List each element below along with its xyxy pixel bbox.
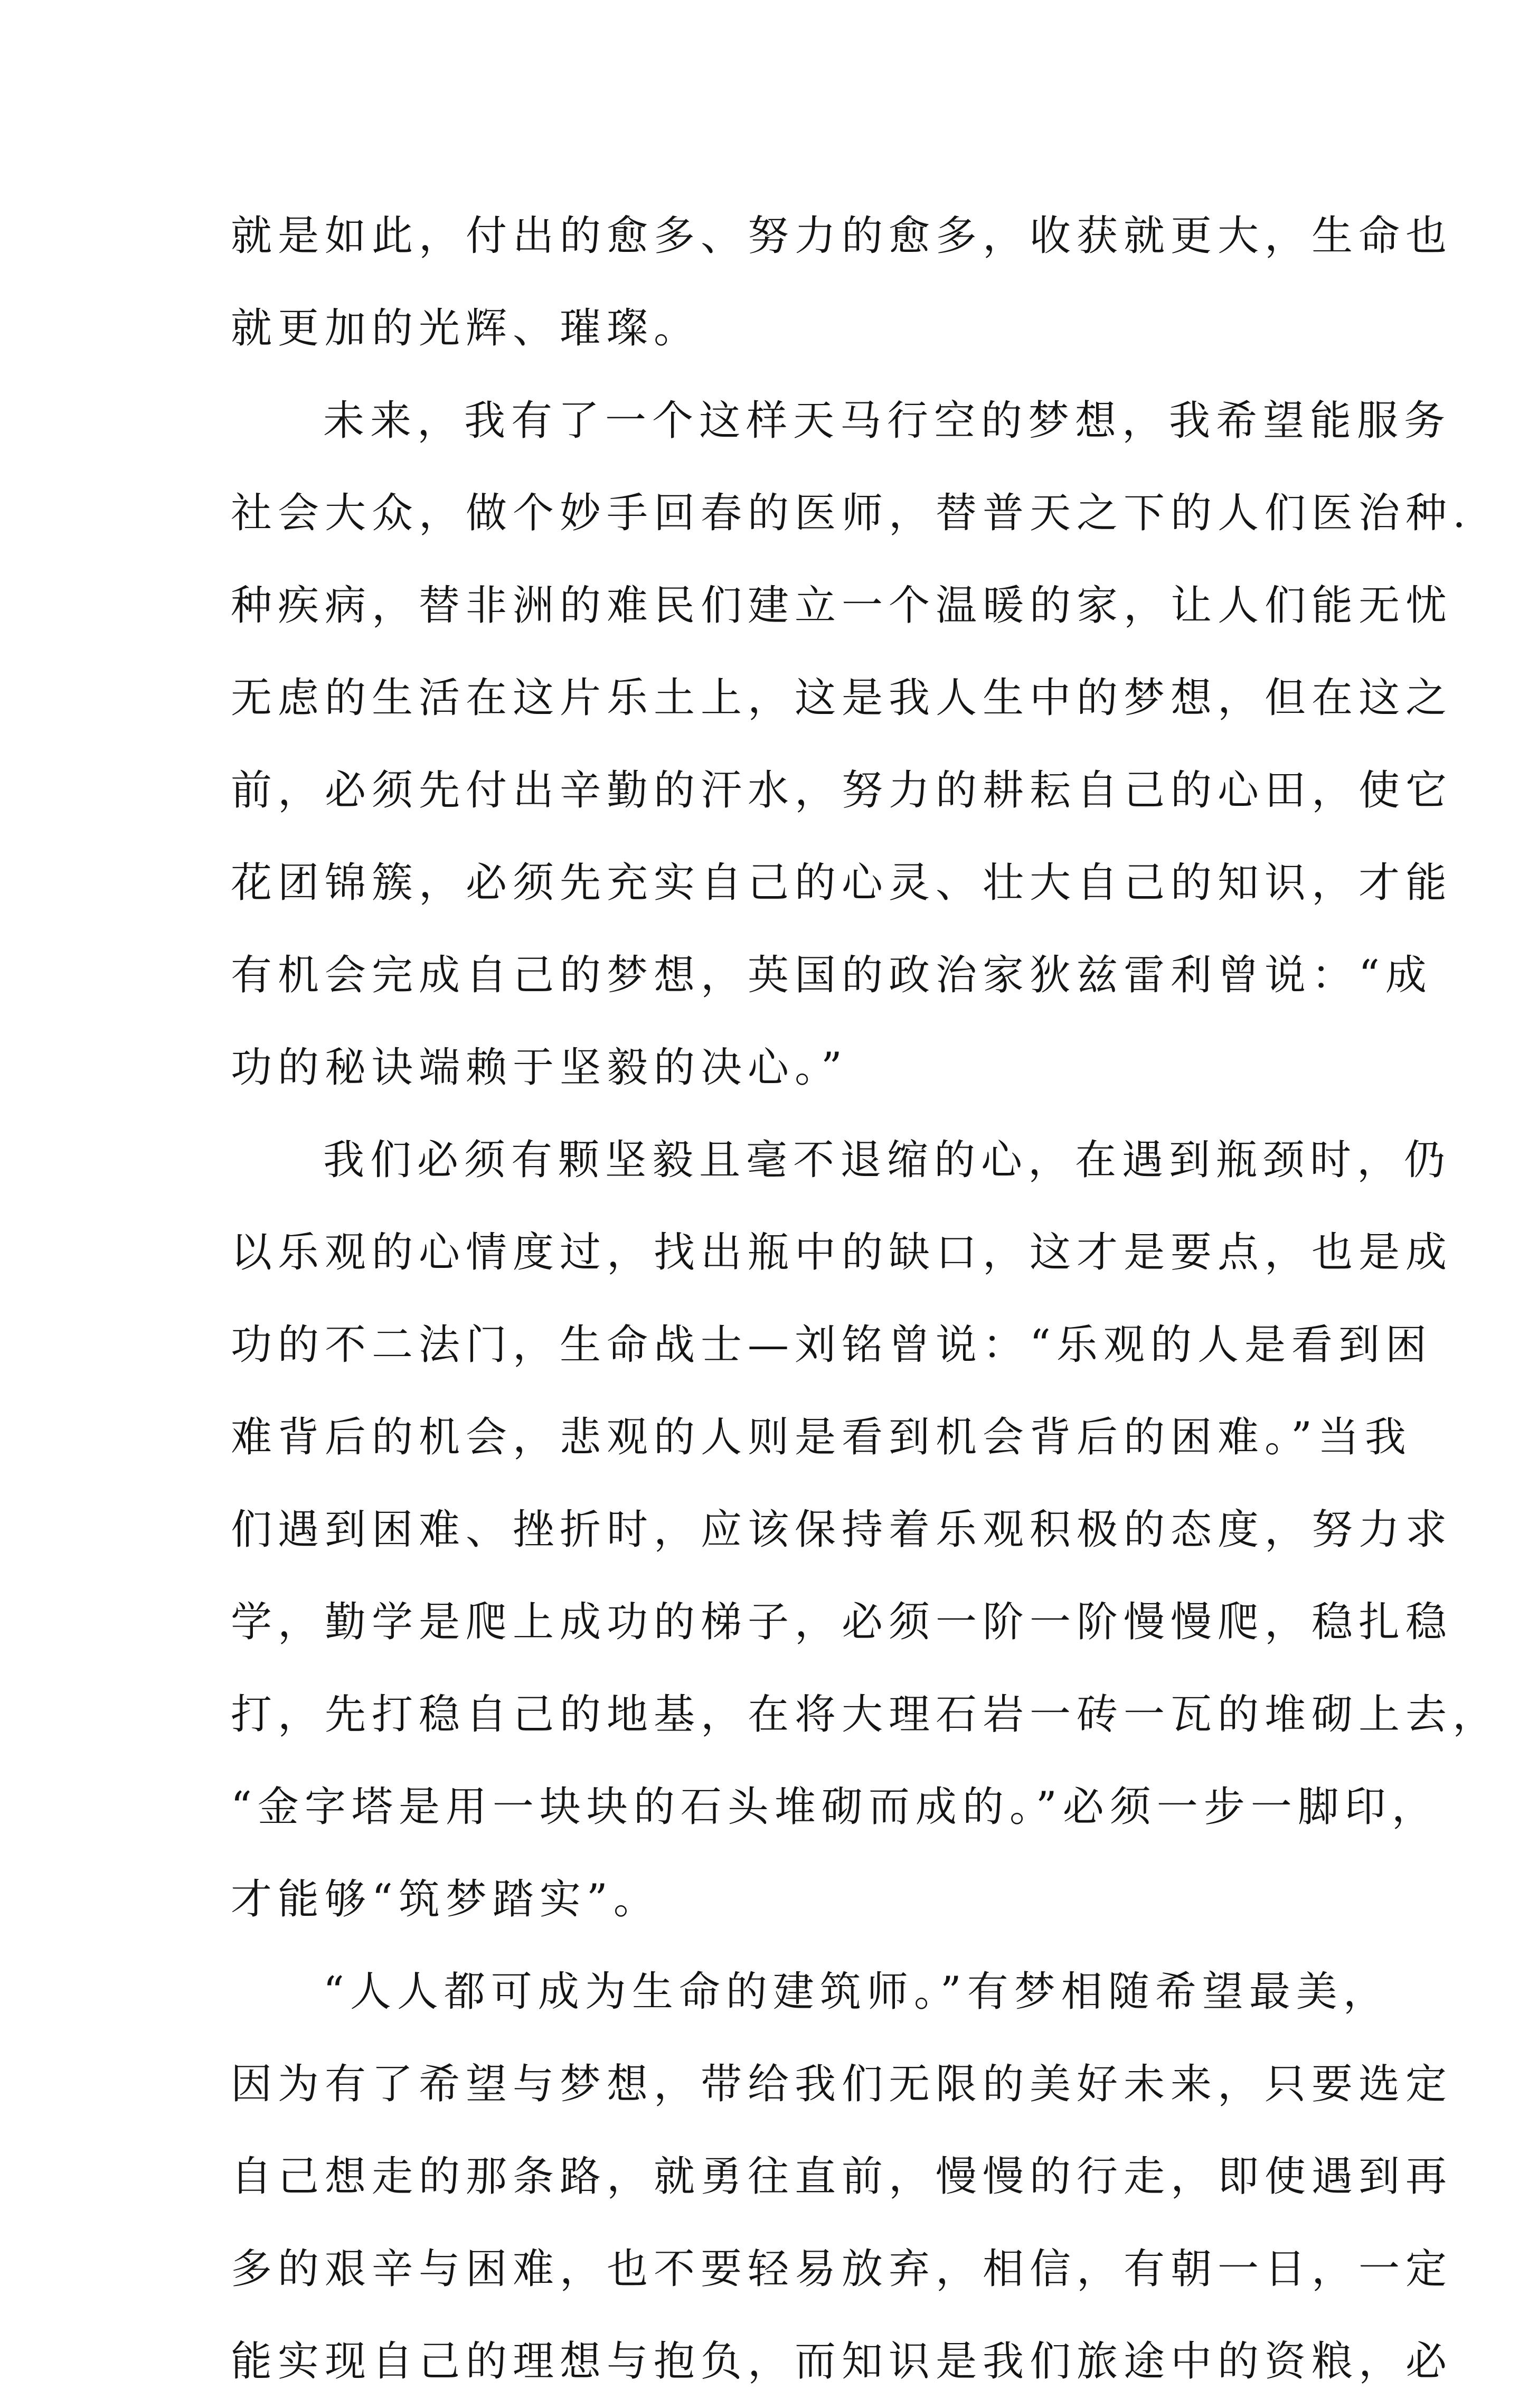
text-line: 才能够“筑梦踏实”。 bbox=[231, 1876, 661, 1923]
paragraph-start-line: 未来，我有了一个这样天马行空的梦想，我希望能服务 bbox=[323, 397, 1451, 445]
text-line: 无虑的生活在这片乐土上，这是我人生中的梦想，但在这之 bbox=[231, 674, 1453, 722]
text-line: 因为有了希望与梦想，带给我们无限的美好未来，只要选定 bbox=[231, 2061, 1453, 2108]
text-line: 多的艰辛与困难，也不要轻易放弃，相信，有朝一日，一定 bbox=[231, 2245, 1453, 2293]
text-line: 以乐观的心情度过，找出瓶中的缺口，这才是要点，也是成 bbox=[231, 1229, 1453, 1276]
paragraph-start-line: “人人都可成为生命的建筑师。”有梦相随希望最美， bbox=[323, 1968, 1390, 2016]
text-line: 功的秘诀端赖于坚毅的决心。” bbox=[231, 1044, 848, 1092]
text-line: 打，先打稳自己的地基，在将大理石岩一砖一瓦的堆砌上去， bbox=[231, 1691, 1500, 1738]
text-line: 有机会完成自己的梦想，英国的政治家狄兹雷利曾说：“成 bbox=[231, 952, 1432, 999]
text-line: 学，勤学是爬上成功的梯子，必须一阶一阶慢慢爬，稳扎稳 bbox=[231, 1598, 1453, 1646]
text-line: 花团锦簇，必须先充实自己的心灵、壮大自己的知识，才能 bbox=[231, 859, 1453, 907]
text-line: 难背后的机会，悲观的人则是看到机会背后的困难。”当我 bbox=[231, 1414, 1412, 1461]
text-line: 就更加的光辉、璀璨。 bbox=[231, 305, 701, 352]
text-line: 自己想走的那条路，就勇往直前，慢慢的行走，即使遇到再 bbox=[231, 2153, 1453, 2200]
text-line: 社会大众，做个妙手回春的医师，替普天之下的人们医治种. bbox=[231, 490, 1472, 537]
paragraph-start-line: 我们必须有颗坚毅且毫不退缩的心，在遇到瓶颈时，仍 bbox=[323, 1136, 1451, 1184]
text-line: 们遇到困难、挫折时，应该保持着乐观积极的态度，努力求 bbox=[231, 1506, 1453, 1554]
text-line: 就是如此，付出的愈多、努力的愈多，收获就更大，生命也 bbox=[231, 212, 1453, 260]
text-line: 种疾病，替非洲的难民们建立一个温暖的家，让人们能无忧 bbox=[231, 582, 1453, 629]
text-line: 前，必须先付出辛勤的汗水，努力的耕耘自己的心田，使它 bbox=[231, 767, 1453, 814]
text-line: 能实现自己的理想与抱负，而知识是我们旅途中的资粮，必 bbox=[231, 2338, 1453, 2385]
essay-body bbox=[231, 190, 1500, 2408]
text-line: “金字塔是用一块块的石头堆砌而成的。”必须一步一脚印， bbox=[231, 1783, 1439, 1831]
text-line: 功的不二法门，生命战士—刘铭曾说：“乐观的人是看到困 bbox=[231, 1321, 1432, 1369]
